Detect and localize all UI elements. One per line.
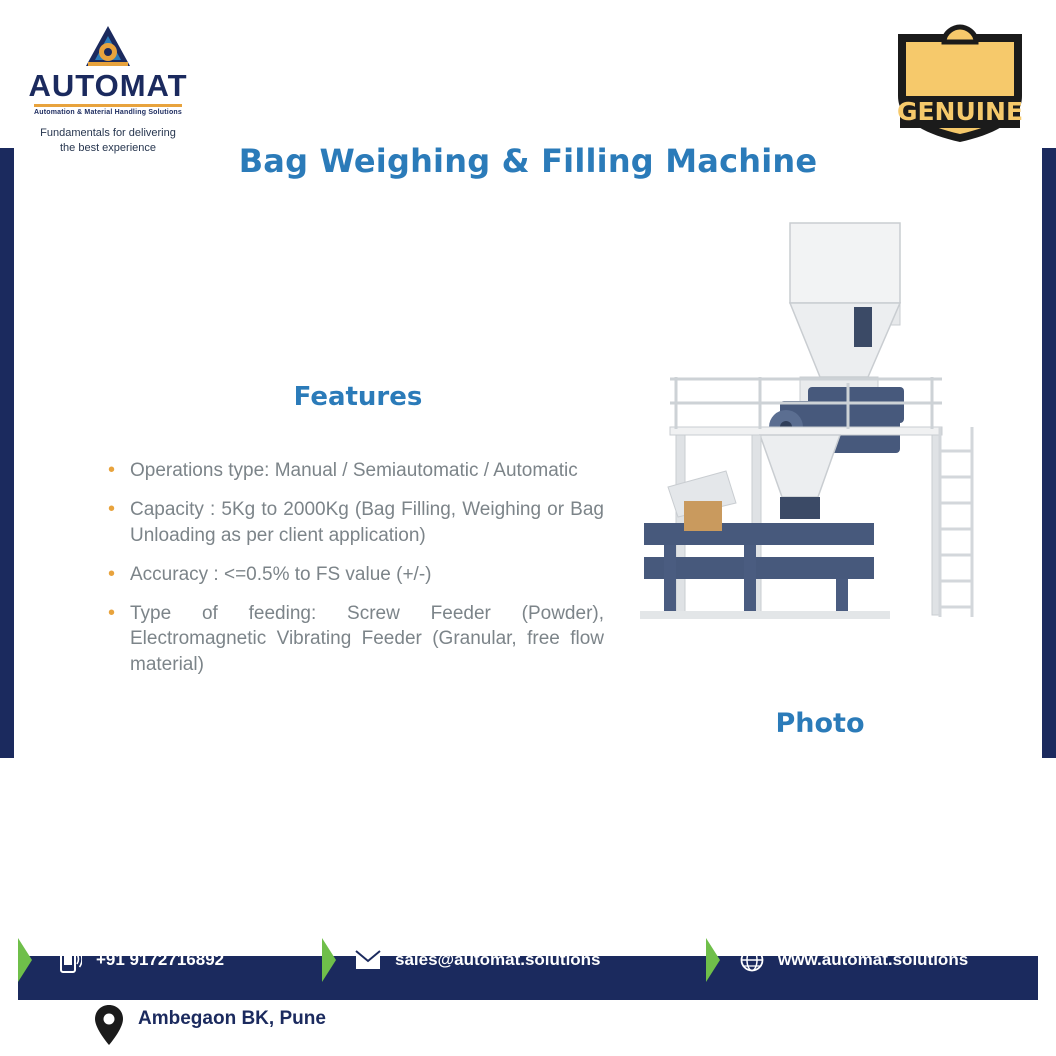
footer-chevron-divider-1 [322,938,344,982]
feature-item: • Capacity : 5Kg to 2000Kg (Bag Filling, Weighing or Bag Unloading as per client application) [104,497,604,548]
features-list [104,458,604,691]
machine-photo [640,205,1000,675]
genuine-badge-icon [892,22,1028,146]
footer-website[interactable] [740,938,968,982]
svg-text:GENUINE: GENUINE [896,97,1024,126]
footer-website-text: www.automat.solutions [778,950,969,969]
footer-phone[interactable] [60,938,224,982]
logo-mark-icon [28,22,188,72]
footer-email-text: sales@automat.solutions [395,950,601,969]
feature-item: • Operations type: Manual / Semiautomatic / Automatic [104,458,604,483]
logo-wordmark: AUTOMAT [28,68,188,103]
logo-tagline-line1: Fundamentals for delivering [40,127,176,139]
footer-chevron-divider-2 [706,938,728,982]
photo-caption: Photo [775,708,865,739]
logo-subtitle: Automation & Material Handling Solutions [34,109,182,116]
left-accent-bar [0,148,14,758]
footer-phone-text: +91 9172716892 [96,950,225,969]
features-heading: Features [293,382,423,412]
footer-address-text: Ambegaon BK, Pune [138,1008,326,1029]
right-accent-bar [1042,148,1056,758]
feature-item: • Type of feeding: Screw Feeder (Powder), Electromagnetic Vibrating Feeder (Granular, free flow material) [104,601,604,677]
footer-address [88,1008,326,1030]
globe-icon [740,948,764,972]
logo-underline [34,104,182,107]
footer-chevron-left [18,938,40,982]
logo-tagline-line2: the best experience [59,141,156,154]
envelope-icon [355,950,381,970]
mobile-phone-icon [60,947,82,973]
company-logo [28,22,188,156]
footer [0,938,1056,1056]
page-title: Bag Weighing & Filling Machine [238,142,818,180]
footer-email[interactable] [355,938,601,982]
feature-item: • Accuracy : <=0.5% to FS value (+/-) [104,562,604,587]
